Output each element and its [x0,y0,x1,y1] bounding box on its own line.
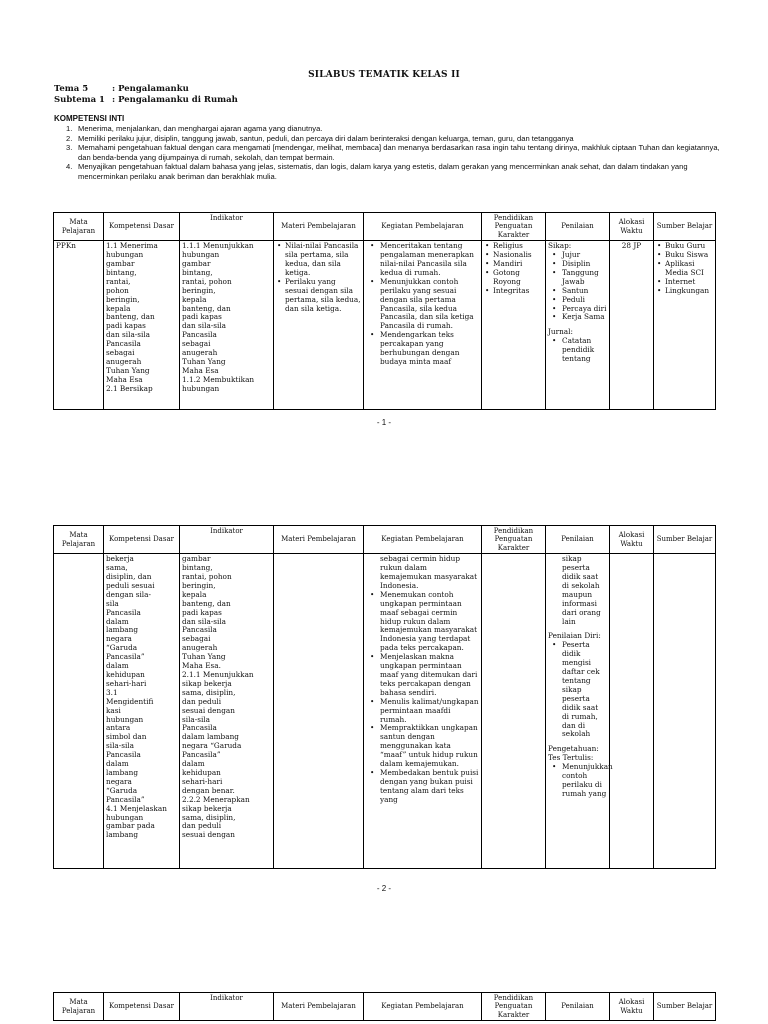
header-penilaian: Penilaian [546,213,610,241]
list-item: • Menjelaskan makna ungkapan permintaan maaf yang ditemukan dari teks percakapan dengan bahasa sendiri. [380,653,479,698]
cell-indikator: gambar bintang, rantai, pohon beringin, kepala banteng, dan padi kapas dan sila-sila Pancasila sebagai anugerah Tuhan Yang Maha Esa. 2.1.1 Menunjukkan sikap bekerja sama, disiplin, dan peduli sesuai dengan sila-sila Pancasila dalam lambang negara “Garuda Pancasila” dalam kehidupan sehari-hari dengan benar. 2.2.2 Menerapkan sikap bekerja sama, disiplin, dan peduli sesuai dengan [180,554,274,869]
cell-kd: 1.1 Menerima hubungan gambar bintang, rantai, pohon beringin, kepala banteng, dan padi kapas dan sila-sila Pancasila sebagai anugerah Tuhan Yang Maha Esa 2.1 Bersikap [104,241,180,410]
header-kd: Kompetensi Dasar [104,213,180,241]
header-indikator: Indikator [180,526,274,554]
cell-mapel [54,554,104,869]
header-alokasi: Alokasi Waktu [610,213,654,241]
list-item: • Mandiri [493,260,543,269]
penilaian-heading: Jurnal: [548,327,573,337]
subtema-label: Subtema 1 [54,95,105,105]
penilaian-heading: Sikap: [548,241,572,251]
list-item: • Buku Siswa [665,251,713,260]
list-item: • Peserta didik mengisi daftar cek tentang sikap peserta didik saat di rumah, dan di sekolah [562,641,607,739]
cell-ppk [482,241,546,410]
header-mapel: Mata Pelajaran [54,526,104,554]
cell-kegiatan [364,554,482,869]
ki-item: 1. Menerima, menjalankan, dan menghargai ajaran agama yang dianutnya. [66,124,323,133]
cell-kegiatan [364,241,482,410]
cell-ppk [482,554,546,869]
cell-alokasi: 28 JP [610,241,654,410]
list-item: • Disiplin [562,260,607,269]
list-item: • Santun [562,287,607,296]
header-penilaian: Penilaian [546,993,610,1021]
ki-item: 3. Memahami pengetahuan faktual dengan cara mengamati [mendengar, melihat, membaca] dan menanya berdasarkan rasa ingin tahu tentang dirinya, makhluk ciptaan Tuhan dan kegiatannya, dan benda-benda yang dijumpainya di rumah, sekolah, dan tempat bermain. [66,143,720,162]
header-mapel: Mata Pelajaran [54,993,104,1021]
list-item: • Aplikasi Media SCI [665,260,713,278]
silabus-table-page-3 [53,992,716,1021]
penilaian-list [548,337,607,364]
list-item: • Integritas [493,287,543,296]
tema-line [54,84,189,94]
list-item: • Mempraktikkan ungkapan santun dengan menggunakan kata “maaf” untuk hidup rukun dalam kemajemukan. [380,724,479,769]
cell-materi [274,241,364,410]
list-item: • Nilai-nilai Pancasila sila pertama, sila kedua, dan sila ketiga. [285,242,361,278]
penilaian-list [548,762,613,799]
penilaian-heading: Pengetahuan: Tes Tertulis: [548,744,599,763]
cell-penilaian [546,241,610,410]
header-sumber: Sumber Belajar [654,526,716,554]
table-header-row [54,213,716,241]
header-sumber: Sumber Belajar [654,213,716,241]
list-item: • Menunjukkan contoh perilaku di rumah yang [562,763,607,799]
list-item: • Catatan pendidik tentang [562,337,607,364]
header-sumber: Sumber Belajar [654,993,716,1021]
subtema-line [54,95,238,105]
list-item: • Buku Guru [665,242,713,251]
header-kegiatan: Kegiatan Pembelajaran [364,993,482,1021]
cell-mapel: PPKn [54,241,104,410]
header-alokasi: Alokasi Waktu [610,526,654,554]
cell-sumber [654,241,716,410]
list-item: • Gotong Royong [493,269,543,287]
subtema-value: : Pengalamanku di Rumah [112,95,238,105]
header-kegiatan: Kegiatan Pembelajaran [364,213,482,241]
list-item: • Menemukan contoh ungkapan permintaan maaf sebagai cermin hidup rukun dalam kemajemukan masyarakat Indonesia yang terdapat pada teks percakapan. [380,591,479,653]
tema-value: : Pengalamanku [112,84,189,94]
header-alokasi: Alokasi Waktu [610,993,654,1021]
list-item: • Menceritakan tentang pengalaman menerapkan nilai-nilai Pancasila sila kedua di rumah. [380,242,479,278]
materi-list [276,242,361,313]
header-materi: Materi Pembelajaran [274,993,364,1021]
silabus-table-page-1 [53,212,716,410]
list-item: • Nasionalis [493,251,543,260]
table-header-row [54,993,716,1021]
penilaian-list [548,641,607,739]
header-penilaian: Penilaian [546,526,610,554]
list-item: • Religius [493,242,543,251]
list-item: • Internet [665,278,713,287]
cell-penilaian [546,554,613,869]
table-row [54,241,716,410]
header-indikator: Indikator [180,993,274,1021]
list-item: • Peduli [562,296,607,305]
table-header-row [54,526,716,554]
page-number: - 1 - [376,418,392,427]
list-item: • Kerja Sama [562,313,607,322]
list-item: • Jujur [562,251,607,260]
list-item: • Membedakan bentuk puisi dengan yang bukan puisi tentang alam dari teks yang [380,769,479,805]
header-mapel: Mata Pelajaran [54,213,104,241]
document-title: SILABUS TEMATIK KELAS II [308,70,460,80]
sumber-list [656,242,713,295]
cell-materi [274,554,364,869]
header-ppk: Pendidikan Penguatan Karakter [482,993,546,1021]
cell-alokasi [610,554,654,869]
penilaian-heading: Penilaian Diri: [548,631,601,641]
tema-label: Tema 5 [54,84,89,94]
header-kd: Kompetensi Dasar [104,526,180,554]
header-kegiatan: Kegiatan Pembelajaran [364,526,482,554]
list-item: • Perilaku yang sesuai dengan sila pertama, sila kedua, dan sila ketiga. [285,278,361,314]
ppk-list [484,242,543,295]
penilaian-list [548,251,607,322]
list-item: • Menunjukkan contoh perilaku yang sesuai dengan sila pertama Pancasila, sila kedua Pancasila, dan sila ketiga Pancasila di rumah. [380,278,479,331]
ki-item: 4. Menyajikan pengetahuan faktual dalam bahasa yang jelas, sistematis, dan logis, dalam karya yang estetis, dalam gerakan yang mencerminkan anak sehat, dan dalam tindakan yang mencerminkan perilaku anak beriman dan berakhlak mulia. [66,162,688,181]
list-item: • Mendengarkan teks percakapan yang berhubungan dengan budaya minta maaf [380,331,479,367]
penilaian-continued: sikap peserta didik saat di sekolah maupun informasi dari orang lain [562,554,601,626]
kegiatan-list [366,242,479,367]
list-item: • Lingkungan [665,287,713,296]
header-ppk: Pendidikan Penguatan Karakter [482,526,546,554]
list-item: • Percaya diri [562,305,607,314]
cell-sumber [654,554,716,869]
header-kd: Kompetensi Dasar [104,993,180,1021]
list-item: • Tanggung Jawab [562,269,607,287]
ki-list [54,124,724,182]
header-materi: Materi Pembelajaran [274,213,364,241]
cell-kd: bekerja sama, disiplin, dan peduli sesuai dengan sila- sila Pancasila dalam lambang negara “Garuda Pancasila” dalam kehidupan sehari-hari 3.1 Mengidentifi kasi hubungan antara simbol dan sila-sila Pancasila dalam lambang negara “Garuda Pancasila” 4.1 Menjelaskan hubungan gambar pada lambang [104,554,180,869]
list-item: • Menulis kalimat/ungkapan permintaan maafdi rumah. [380,698,479,725]
header-indikator: Indikator [180,213,274,241]
kegiatan-list [366,591,479,805]
header-ppk: Pendidikan Penguatan Karakter [482,213,546,241]
ki-item: 2. Memiliki perilaku jujur, disiplin, tanggung jawab, santun, peduli, dan percaya diri dalam berinteraksi dengan keluarga, teman, guru, dan tetangganya [66,133,574,143]
silabus-table-page-2 [53,525,716,869]
cell-indikator: 1.1.1 Menunjukkan hubungan gambar bintang, rantai, pohon beringin, kepala banteng, dan padi kapas dan sila-sila Pancasila sebagai anugerah Tuhan Yang Maha Esa 1.1.2 Membuktikan hubungan [180,241,274,410]
kegiatan-continued: sebagai cermin hidup rukun dalam kemajemukan masyarakat Indonesia. [380,554,478,590]
table-row [54,554,716,869]
ki-heading: KOMPETENSI INTI [54,114,125,123]
page-number: - 2 - [376,884,392,893]
header-materi: Materi Pembelajaran [274,526,364,554]
